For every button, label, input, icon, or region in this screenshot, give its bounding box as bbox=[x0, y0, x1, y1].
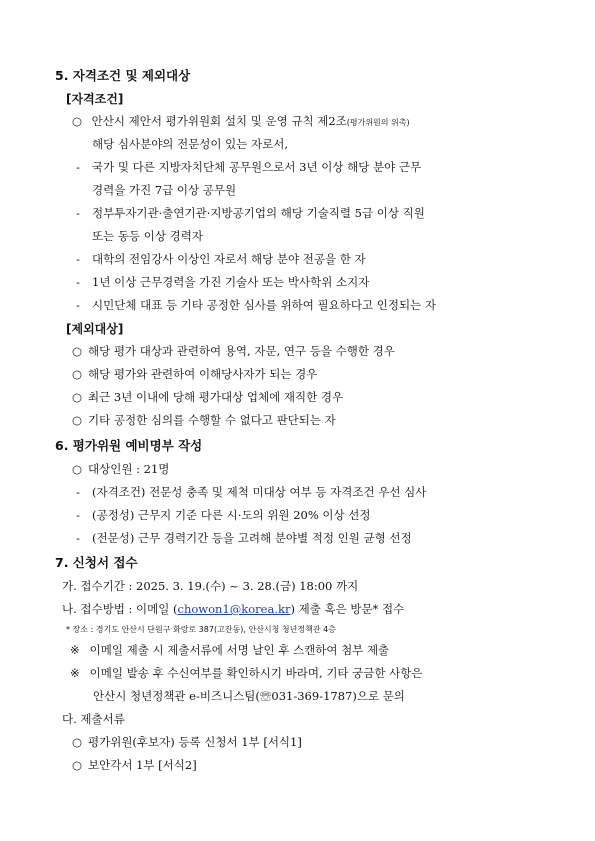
circle-bullet-icon: ○ bbox=[72, 758, 83, 772]
criteria-item bbox=[76, 487, 426, 499]
dash-bullet: - bbox=[76, 485, 80, 499]
qualification-item bbox=[76, 277, 369, 289]
qualification-intro-cont: 해당 심사분야의 전문성이 있는 자로서, bbox=[92, 137, 289, 151]
qualification-item-text: 1년 이상 근무경력을 가진 기술사 또는 박사학위 소지자 bbox=[92, 275, 370, 289]
criteria-item-text: (자격조건) 전문성 충족 및 제척 미대상 여부 등 자격조건 우선 심사 bbox=[92, 485, 427, 499]
section-6-title: 6. 평가위원 예비명부 작성 bbox=[55, 438, 203, 453]
exclusion-item bbox=[72, 346, 395, 358]
email-link[interactable]: chowon1@korea.kr bbox=[177, 602, 291, 616]
circle-bullet-icon: ○ bbox=[72, 390, 83, 404]
submission-method-suffix: ) 제출 혹은 방문* 접수 bbox=[290, 602, 405, 616]
dash-bullet: - bbox=[76, 160, 80, 174]
dash-bullet: - bbox=[76, 275, 80, 289]
reference-note-cont: 안산시 청년정책관 e-비즈니스팀(☏031-369-1787)으로 문의 bbox=[93, 689, 405, 703]
qualification-heading: [자격조건] bbox=[66, 92, 124, 106]
circle-bullet-icon: ○ bbox=[72, 735, 83, 749]
qualification-intro-text: 안산시 제안서 평가위원회 설치 및 운영 규칙 제2조 bbox=[91, 114, 347, 128]
dash-bullet: - bbox=[76, 206, 80, 220]
submission-method-prefix: 나. 접수방법 : 이메일 ( bbox=[62, 602, 178, 616]
qualification-item-cont: 경력을 가진 7급 이상 공무원 bbox=[92, 183, 237, 197]
qualification-item-text: 정부투자기관·출연기관·지방공기업의 해당 기술직렬 5급 이상 직원 bbox=[92, 206, 425, 220]
qualification-item-cont: 또는 동등 이상 경력자 bbox=[92, 229, 203, 243]
reference-mark-icon: ※ bbox=[70, 666, 80, 680]
reference-note bbox=[70, 645, 389, 657]
target-count bbox=[72, 464, 169, 476]
criteria-item-text: (전문성) 근무 경력기간 등을 고려해 분야별 적정 인원 균형 선정 bbox=[92, 531, 412, 545]
qualification-item-text: 국가 및 다른 지방자치단체 공무원으로서 3년 이상 해당 분야 근무 bbox=[92, 160, 422, 174]
criteria-item bbox=[76, 510, 371, 522]
dash-bullet: - bbox=[76, 531, 80, 545]
section-5-title: 5. 자격조건 및 제외대상 bbox=[55, 68, 191, 83]
circle-bullet-icon: ○ bbox=[72, 344, 83, 358]
exclusion-item-text: 기타 공정한 심의를 수행할 수 없다고 판단되는 자 bbox=[88, 413, 336, 427]
dash-bullet: - bbox=[76, 298, 80, 312]
qualification-item bbox=[76, 162, 421, 174]
document-item bbox=[72, 760, 197, 772]
exclusion-heading: [제외대상] bbox=[66, 322, 124, 336]
exclusion-item bbox=[72, 392, 343, 404]
document-item-text: 보안각서 1부 [서식2] bbox=[88, 758, 197, 772]
documents-heading: 다. 제출서류 bbox=[62, 712, 125, 726]
qualification-intro-note: (평가위원의 위촉) bbox=[346, 118, 410, 127]
circle-bullet-icon: ○ bbox=[72, 367, 83, 381]
criteria-item-text: (공정성) 근무지 기준 다른 시·도의 위원 20% 이상 선정 bbox=[92, 508, 371, 522]
qualification-item bbox=[76, 254, 366, 266]
place-note: * 장소 : 경기도 안산시 단원구 화랑로 387(고잔동), 안산시청 청년정책관 4층 bbox=[66, 625, 336, 634]
circle-bullet-icon: ○ bbox=[72, 462, 83, 476]
section-7-title: 7. 신청서 접수 bbox=[55, 555, 138, 570]
exclusion-item-text: 해당 평가 대상과 관련하여 용역, 자문, 연구 등을 수행한 경우 bbox=[88, 344, 395, 358]
reference-note-text: 이메일 발송 후 수신여부를 확인하시기 바라며, 기타 궁금한 사항은 bbox=[89, 666, 423, 680]
reference-note bbox=[70, 668, 423, 680]
exclusion-item bbox=[72, 415, 336, 427]
document-item bbox=[72, 737, 302, 749]
submission-method bbox=[62, 604, 404, 616]
dash-bullet: - bbox=[76, 508, 80, 522]
qualification-item bbox=[76, 208, 425, 220]
exclusion-item-text: 최근 3년 이내에 당해 평가대상 업체에 재직한 경우 bbox=[88, 390, 344, 404]
qualification-item-text: 대학의 전임강사 이상인 자로서 해당 분야 전공을 한 자 bbox=[92, 252, 366, 266]
circle-bullet-icon: ○ bbox=[72, 114, 83, 128]
document-item-text: 평가위원(후보자) 등록 신청서 1부 [서식1] bbox=[88, 735, 302, 749]
reference-mark-icon: ※ bbox=[70, 643, 80, 657]
exclusion-item-text: 해당 평가와 관련하여 이해당사자가 되는 경우 bbox=[88, 367, 318, 381]
reference-note-text: 이메일 제출 시 제출서류에 서명 날인 후 스캔하여 첨부 제출 bbox=[89, 643, 390, 657]
qualification-item bbox=[76, 300, 436, 312]
qualification-intro bbox=[72, 116, 410, 128]
criteria-item bbox=[76, 533, 412, 545]
dash-bullet: - bbox=[76, 252, 80, 266]
submission-period: 가. 접수기간 : 2025. 3. 19.(수) ~ 3. 28.(금) 18:00 까지 bbox=[62, 579, 359, 593]
qualification-item-text: 시민단체 대표 등 기타 공정한 심사를 위하여 필요하다고 인정되는 자 bbox=[92, 298, 436, 312]
target-count-text: 대상인원 : 21명 bbox=[88, 462, 170, 476]
exclusion-item bbox=[72, 369, 317, 381]
circle-bullet-icon: ○ bbox=[72, 413, 83, 427]
